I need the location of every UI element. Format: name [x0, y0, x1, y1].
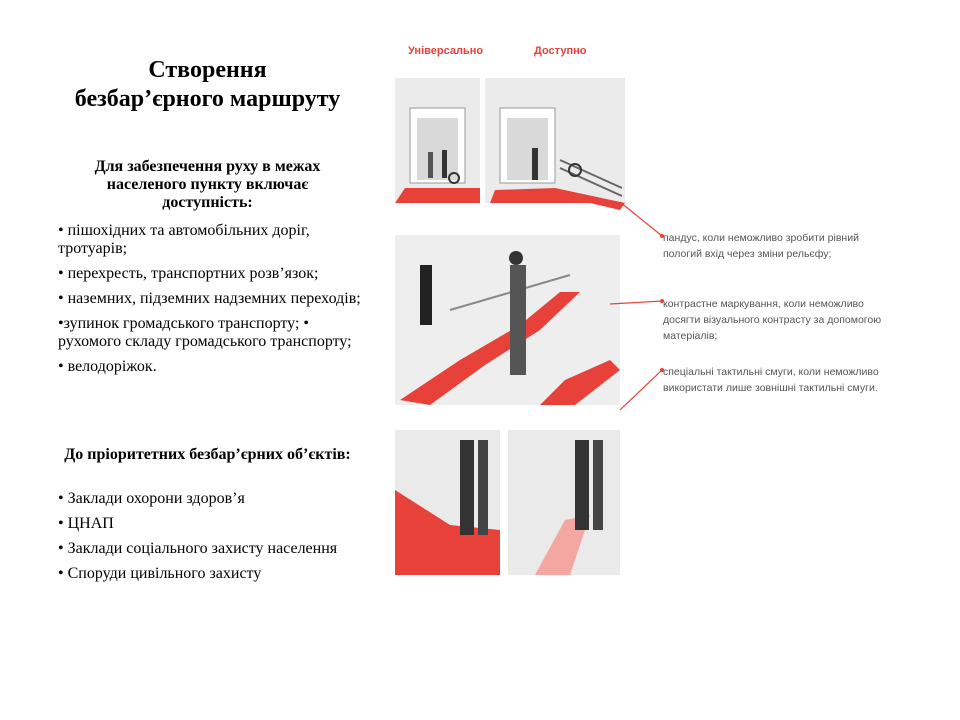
accessible-entrance-panel — [485, 78, 625, 210]
label-accessible: Доступно — [534, 45, 587, 57]
accessibility-illustration — [390, 60, 665, 580]
access-item: • перехресть, транспортних розв’язок; — [58, 265, 319, 282]
universal-entrance-panel — [395, 78, 480, 203]
access-item: • наземних, підземних надземних переходів; — [58, 290, 361, 307]
priority-item: • Заклади соціального захисту населення — [58, 540, 338, 557]
label-universal: Універсально — [408, 45, 484, 57]
intro-heading: Для забезпечення руху в межах населеного пункту включає доступність: — [94, 158, 321, 211]
priority-item: • Заклади охорони здоров’я — [58, 490, 245, 507]
callout-ramp: пандус, коли неможливо зробити рівний пологий вхід через зміни рельєфу; — [663, 232, 859, 260]
slide-title — [55, 56, 360, 114]
access-item: • пішохідних та автомобільних доріг, тротуарів; — [58, 222, 310, 257]
callout-contrast-marking: контрастне маркування, коли неможливо досягти візуального контрасту за допомогою матеріалів; — [663, 298, 882, 342]
tactile-panel-right — [508, 430, 620, 575]
priority-item: • Споруди цивільного захисту — [58, 565, 262, 582]
slide-title-line-1: Створення — [148, 57, 267, 83]
callout-tactile-strips: спеціальні тактильні смуги, коли неможливо використати лише зовнішні тактильні смуги. — [663, 366, 879, 394]
priority-heading: До пріоритетних безбар’єрних об’єктів: — [64, 446, 351, 463]
priority-list — [58, 490, 363, 590]
stairs-panel — [395, 235, 620, 405]
slide-title-line-2: безбар’єрного маршруту — [74, 86, 341, 112]
access-list — [58, 222, 363, 383]
access-item: • велодоріжок. — [58, 358, 157, 375]
priority-item: • ЦНАП — [58, 515, 114, 532]
tactile-panel-left — [395, 430, 500, 575]
access-item: •зупинок громадського транспорту; • рухомого складу громадського транспорту; — [58, 315, 352, 350]
